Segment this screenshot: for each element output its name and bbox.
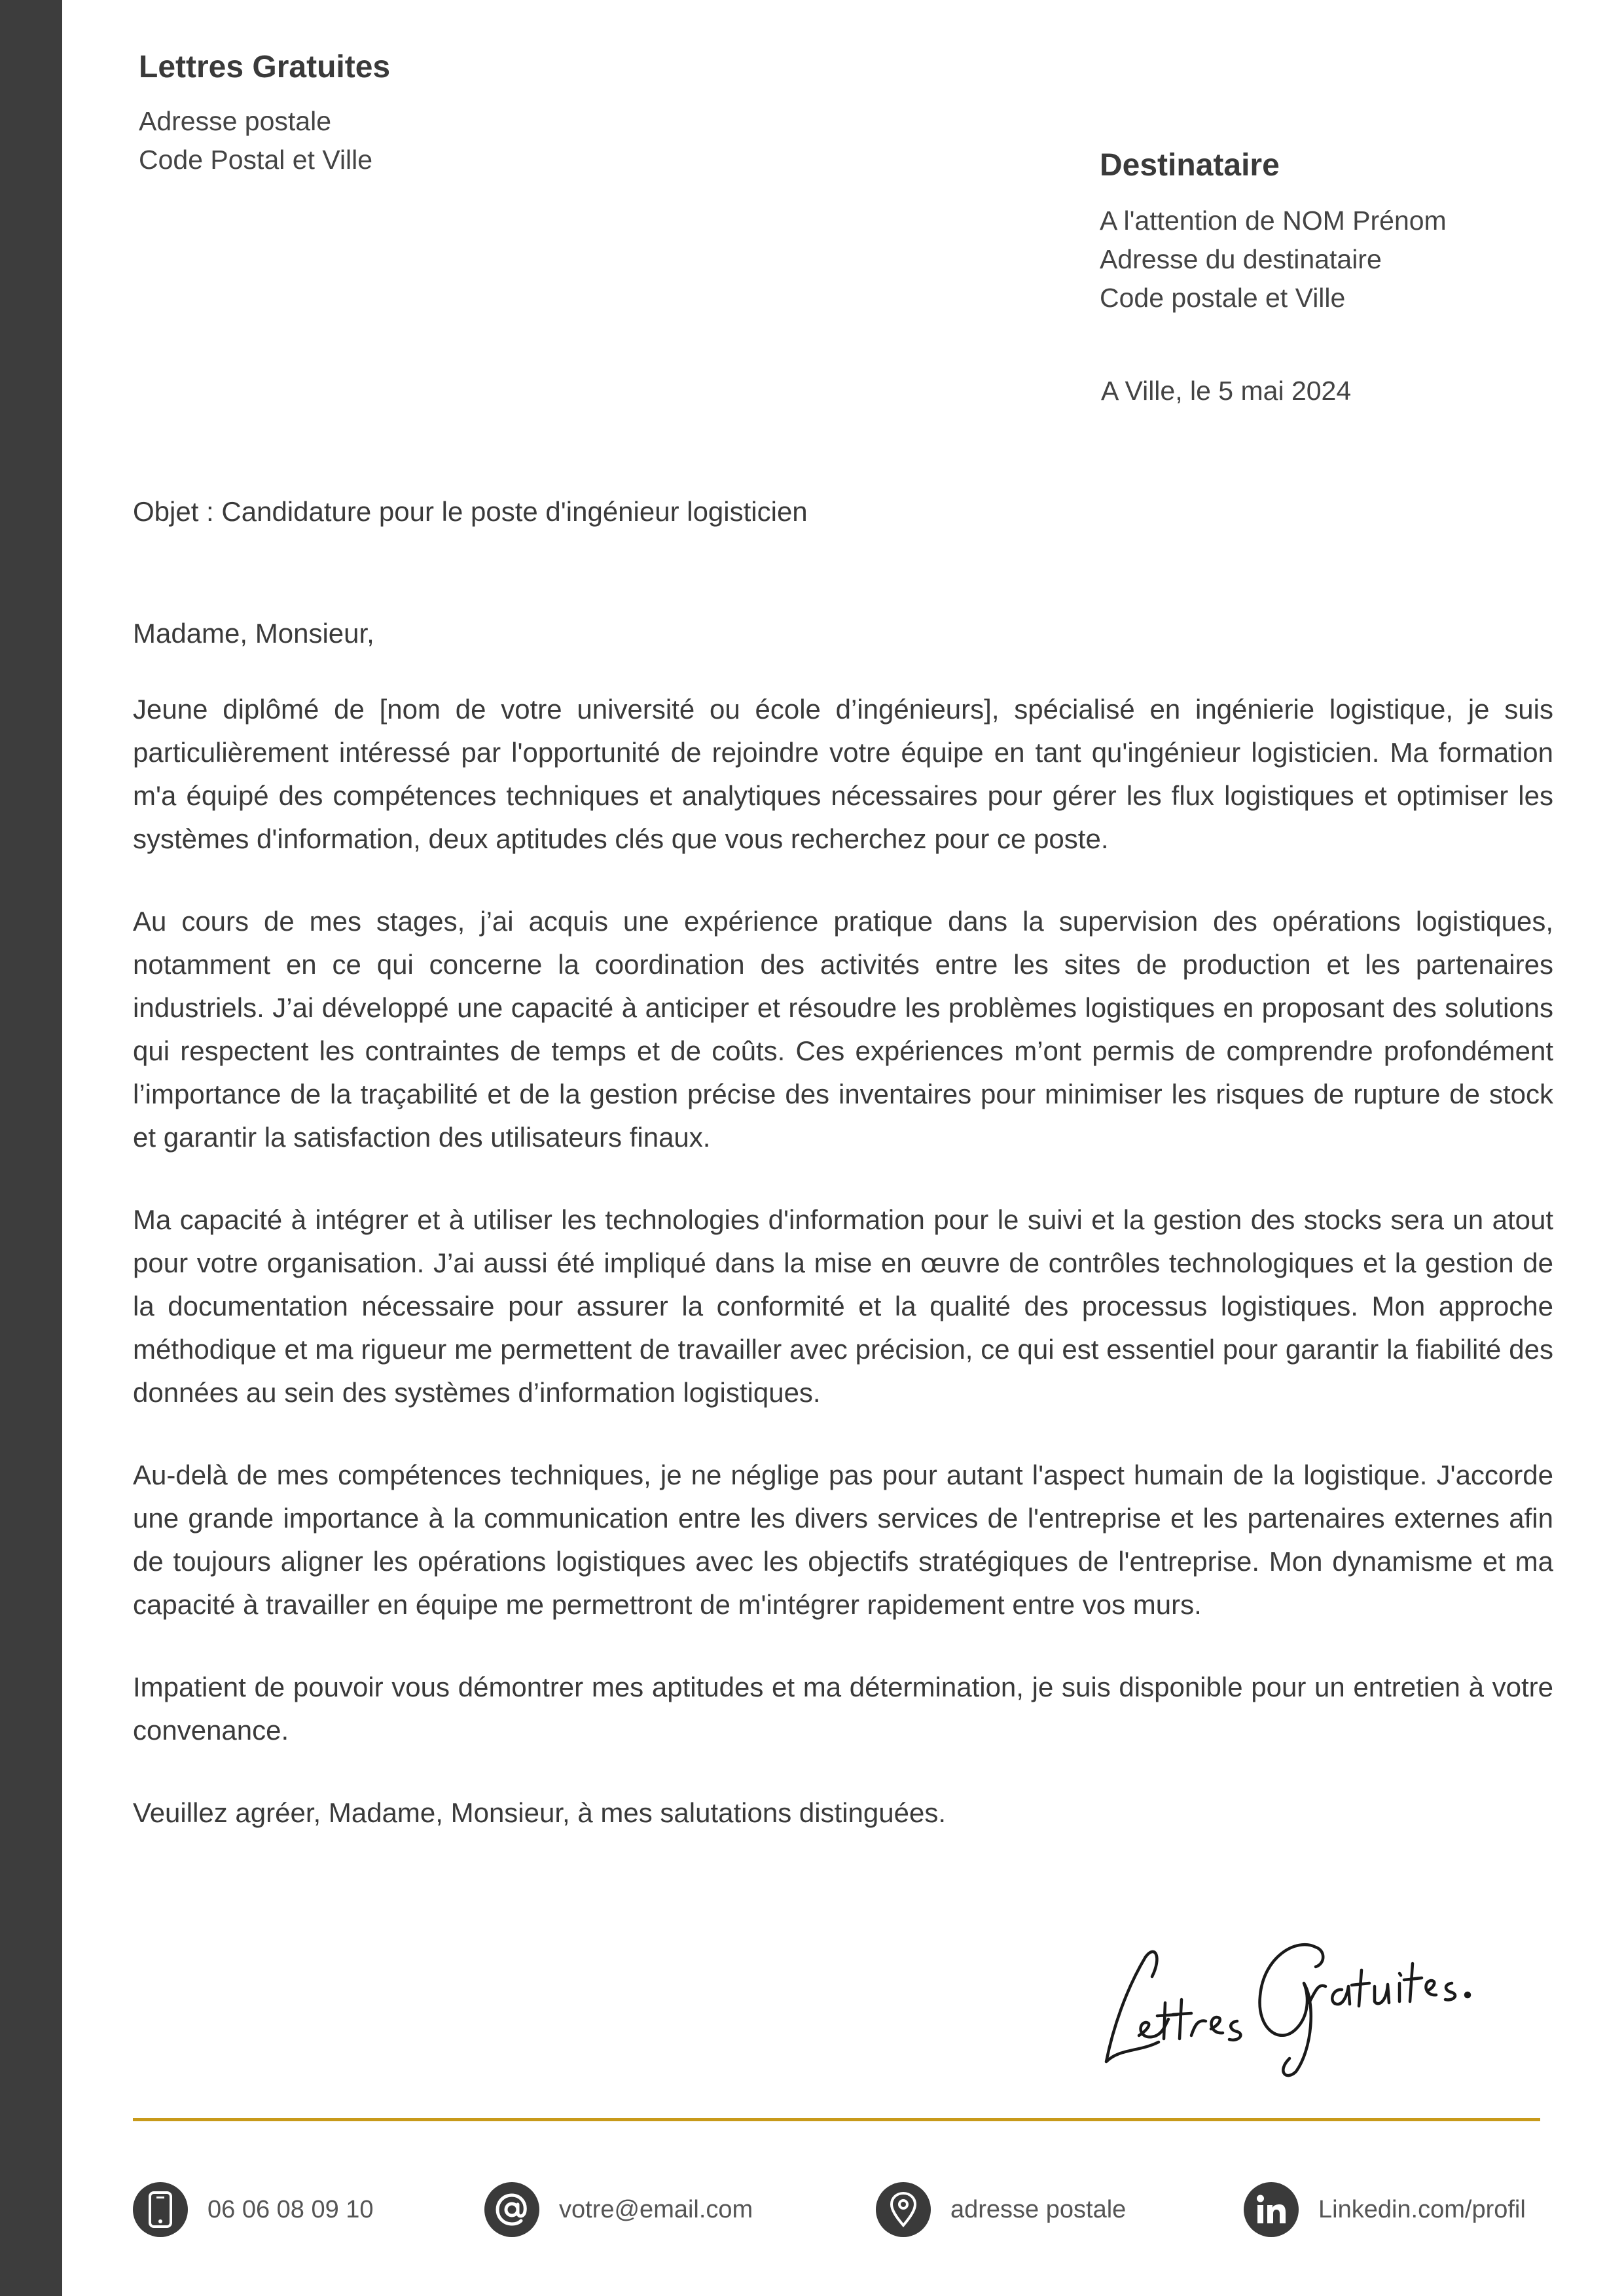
body-paragraph-1: Jeune diplômé de [nom de votre université ou école d’ingénieurs], spécialisé en ingénierie logistique, je suis particulièrement intéressé par l'opportunité de rejoindre votre équipe en tant qu'ingénieur logisticien. Ma formation m'a équipé des compétences techniques et analytiques nécessaires pour gérer les flux logistiques et optimiser les systèmes d'information, deux aptitudes clés que vous recherchez pour ce poste. <box>133 694 1553 854</box>
recipient-title: Destinataire <box>1100 148 1280 183</box>
postal-address: adresse postale <box>950 2195 1127 2223</box>
body-paragraph-5: Impatient de pouvoir vous démontrer mes aptitudes et ma détermination, je suis disponible pour un entretien à votre convenance. <box>133 1672 1553 1746</box>
sender-name: Lettres Gratuites <box>139 50 391 84</box>
footer-divider <box>133 2118 1540 2121</box>
linkedin-icon <box>1244 2182 1299 2237</box>
footer-linkedin <box>1244 2181 1526 2238</box>
body-paragraph-2: Au cours de mes stages, j’ai acquis une expérience pratique dans la supervision des opérations logistiques, notamment en ce qui concerne la coordination des activités entre les sites de production et les partenaires industriels. J’ai développé une capacité à anticiper et résoudre les problèmes logistiques en proposant des solutions qui respectent les contraintes de temps et de coûts. Ces expériences m’ont permis de comprendre profondément l’importance de la traçabilité et de la gestion précise des inventaires pour minimiser les risques de rupture de stock et garantir la satisfaction des utilisateurs finaux. <box>133 906 1553 1153</box>
body-paragraph-3: Ma capacité à intégrer et à utiliser les technologies d'information pour le suivi et la gestion des stocks sera un atout pour votre organisation. J’ai aussi été impliqué dans la mise en œuvre de contrôles technologiques et la gestion de la documentation nécessaire pour assurer la conformité et la qualité des processus logistiques. Mon approche méthodique et ma rigueur me permettent de travailler avec précision, ce qui est essentiel pour garantir la fiabilité des données au sein des systèmes d’information logistiques. <box>133 1204 1553 1408</box>
email-address[interactable]: votre@email.com <box>559 2195 753 2223</box>
footer-phone <box>133 2181 374 2238</box>
salutation: Madame, Monsieur, <box>133 618 374 649</box>
closing-paragraph: Veuillez agréer, Madame, Monsieur, à mes salutations distinguées. <box>133 1797 947 1828</box>
recipient-block <box>1100 144 1558 317</box>
sender-block <box>139 46 728 179</box>
sender-address-line: Adresse postale <box>139 106 332 136</box>
location-pin-icon <box>876 2182 931 2237</box>
recipient-city-line: Code postale et Ville <box>1100 283 1346 313</box>
sender-city-line: Code Postal et Ville <box>139 145 373 175</box>
letter-body <box>133 612 1553 1874</box>
footer-address <box>876 2181 1126 2238</box>
letter-date: A Ville, le 5 mai 2024 <box>1101 376 1352 406</box>
body-paragraph-4: Au-delà de mes compétences techniques, je ne néglige pas pour autant l'aspect humain de la logistique. J'accorde une grande importance à la communication entre les divers services de l'entreprise et les partenaires externes afin de toujours aligner les opérations logistiques avec les objectifs stratégiques de l'entreprise. Mon dynamisme et ma capacité à travailler en équipe me permettront de m'intégrer rapidement entre vos murs. <box>133 1460 1553 1620</box>
recipient-attention-line: A l'attention de NOM Prénom <box>1100 206 1447 236</box>
letter-subject: Objet : Candidature pour le poste d'ingénieur logisticien <box>133 496 808 527</box>
recipient-address-line: Adresse du destinataire <box>1100 244 1382 274</box>
linkedin-profile-link[interactable]: Linkedin.com/profil <box>1318 2195 1526 2223</box>
footer-email <box>484 2181 753 2238</box>
left-sidebar-band <box>0 0 62 2296</box>
at-icon <box>484 2182 539 2237</box>
handwritten-signature <box>1100 1918 1479 2088</box>
phone-icon <box>133 2182 188 2237</box>
phone-number: 06 06 08 09 10 <box>208 2195 374 2223</box>
